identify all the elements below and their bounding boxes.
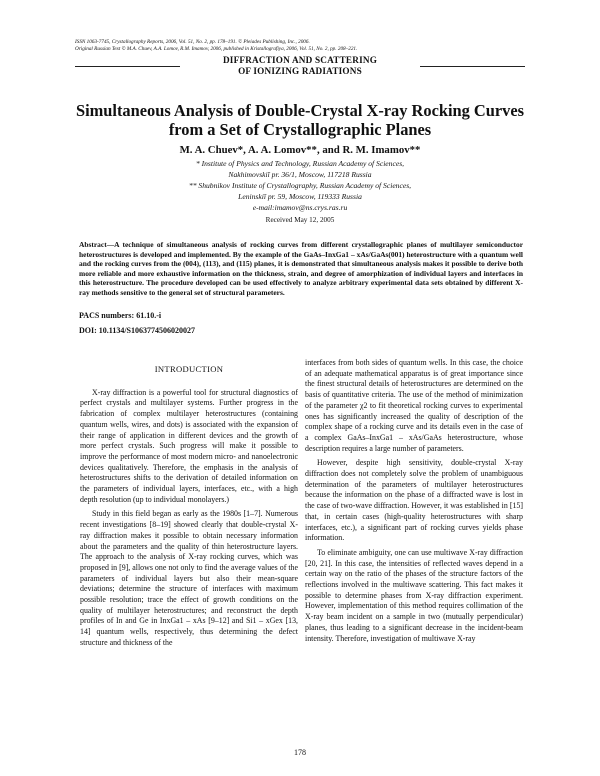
paragraph: However, despite high sensitivity, double-crystal X-ray diffraction does not completely solve the problem of unambiguous determination of the parameters of multilayer heterostructures because the information on the phase of a diffracted wave is lost in the case of two-wave diffraction. However, it was established in [15] that, in certain cases (high-quality heterostructures with sharp interfaces, etc.), a significant part of rocking curves yields phase information.: [305, 458, 523, 543]
article-authors: M. A. Chuev*, A. A. Lomov**, and R. M. Imamov**: [179, 144, 421, 156]
doi: DOI: 10.1134/S1063774506020027: [79, 326, 196, 335]
author-email: e-mail:imamov@ns.crys.ras.ru: [252, 203, 348, 212]
abstract: [79, 240, 523, 298]
left-column: [80, 364, 298, 649]
right-column: [305, 358, 523, 644]
abstract-text: —A technique of simultaneous analysis of rocking curves from different crystallographic planes of multilayer semiconductor heterostructures is developed and implemented. By the example of the GaAs–InxGa1 – xAs/GaAs(001) heterostructure with a quantum well and the rocking curves from the (004), (113), and (115) planes, it is demonstrated that simultaneous analysis makes it possible to derive both more reliable and more exhaustive information on the thickness, strain, and degree of amorphization of individual layers and interfaces in this heterostructure. The procedure developed can be used effectively to analyze arbitrary experimental data sets obtained by different X-ray methods sensitive to the general set of structural parameters.: [79, 240, 523, 297]
paragraph: X-ray diffraction is a powerful tool for structural diagnostics of perfect crystals and multilayer systems. Further progress in the fabrication of complex multilayer heterostructures (containing quantum wells, wires, and dots) is associated with the expansion of their range of application in different devices and the growth of more perfect crystals. Such progress will make it possible to improve the performance of most modern micro- and nanoelectronic devices qualitatively. Therefore, the emphasis in the analysis of heterostructures shifts to the derivation of detailed information on the parameters of individual layers, interfaces, etc., with a high depth resolution (up to individual monolayers.): [80, 387, 298, 504]
section-rule-left: [75, 66, 180, 67]
original-text-header-line: Original Russian Text © M.A. Chuev, A.A. Lomov, R.M. Imamov, 2006, published in Kristallografiya, 2006, Vol. 51, No. 2, pp. 208–221.: [75, 46, 358, 52]
affiliation-2: ** Shubnikov Institute of Crystallography, Russian Academy of Sciences, Leninskiĭ pr. 59, Moscow, 119333 Russia: [188, 181, 412, 201]
paragraph: Study in this field began as early as the 1980s [1–7]. Numerous recent investigations [8–19] showed clearly that double-crystal X-ray diffraction makes it possible to obtain necessary information about the parameters and the quality of thin heterostructure layers. The approach to the analysis of X-ray rocking curves, which was proposed in [9], allows one not only to find the average values of the parameters of individual layers but also their mean-square deviations; determine the structure of interfaces with maximum possible resolution; trace the effect of growth conditions on the quality of multilayer heterostructures; and reconstruct the depth profiles of In and Ge in InxGa1 – xAs [9–12] and Si1 – xGex [13, 14] quantum wells, respectively, thus determining the defect structure and thickness of the: [80, 509, 298, 647]
abstract-label: Abstract: [79, 240, 107, 249]
paragraph: interfaces from both sides of quantum wells. In this case, the choice of an adequate mathematical apparatus is of great importance since the finest structural details of heterostructures are determined on the basis of quantitative criteria. The use of the method of minimization of the parameter χ2 to fit theoretical rocking curves to experimental ones has significantly increased the quality of description of the complex shape of a rocking curve and its details even in the case of a complex GaAs–InxGa1 – xAs/GaAs heterostructure, whose description requires a large number of parameters.: [305, 358, 523, 453]
section-heading: DIFFRACTION AND SCATTERING OF IONIZING RADIATIONS: [222, 55, 378, 76]
journal-header-line: ISSN 1063-7745, Crystallography Reports, 2006, Vol. 51, No. 2, pp. 178–191. © Pleiades Publishing, Inc., 2006.: [75, 39, 310, 45]
section-rule-right: [420, 66, 525, 67]
paragraph: To eliminate ambiguity, one can use multiwave X-ray diffraction [20, 21]. In this case, the intensities of reflected waves depend in a certain way on the ratio of the phases of the structure factors of the reflections involved in the multiwave scattering. This fact makes it possible to determine phases from X-ray diffraction experiment. However, implementation of this method requires collimation of the X-ray beam incident on a sample in two (mutually perpendicular) planes, thus leading to a significant decrease in the incident-beam intensity. Therefore, investigation of multiwave X-ray: [305, 547, 523, 643]
page-number: 178: [294, 748, 306, 757]
introduction-heading: INTRODUCTION: [154, 364, 224, 374]
received-date: Received May 12, 2005: [265, 216, 335, 224]
article-title: Simultaneous Analysis of Double-Crystal X-ray Rocking Curves from a Set of Crystallographic Planes: [75, 101, 525, 139]
affiliation-1: * Institute of Physics and Technology, Russian Academy of Sciences, Nakhimovskiĭ pr. 36/1, Moscow, 117218 Russia: [195, 159, 405, 179]
pacs-numbers: PACS numbers: 61.10.-i: [79, 311, 162, 320]
